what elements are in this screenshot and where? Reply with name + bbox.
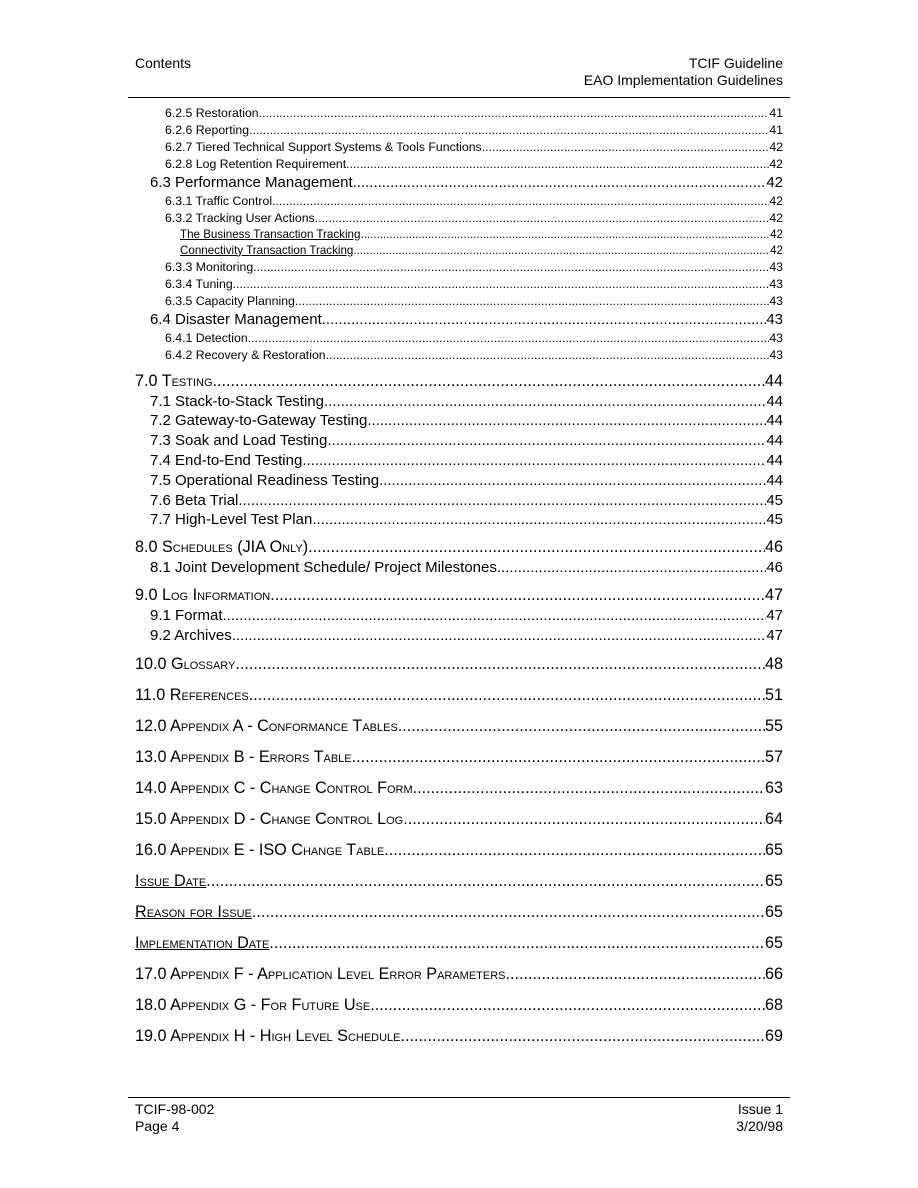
toc-entry[interactable] <box>135 193 783 210</box>
toc-entry-title: 6.3.1 Traffic Control <box>165 193 273 208</box>
toc-entry-page: 44 <box>766 471 783 489</box>
toc-dot-leader <box>403 809 765 830</box>
toc-dot-leader <box>233 276 770 293</box>
toc-entry-title: 13.0 Appendix B - Errors Table <box>135 747 352 766</box>
toc-entry-page: 69 <box>764 1026 783 1045</box>
toc-entry[interactable] <box>135 626 783 646</box>
toc-entry[interactable] <box>135 259 783 276</box>
header-subtitle: EAO Implementation Guidelines <box>583 72 783 88</box>
toc-entry[interactable] <box>135 685 783 706</box>
toc-entry-title: Issue Date <box>135 871 207 890</box>
toc-entry-page: 46 <box>766 559 783 577</box>
toc-dot-leader <box>248 330 770 347</box>
toc-entry[interactable] <box>135 139 783 156</box>
toc-entry-page: 47 <box>766 606 783 624</box>
toc-dot-leader <box>308 537 765 558</box>
toc-entry-title: 18.0 Appendix G - For Future Use <box>135 995 371 1014</box>
toc-entry[interactable] <box>135 995 783 1016</box>
toc-dot-leader <box>232 626 767 646</box>
toc-entry[interactable] <box>135 392 783 412</box>
toc-dot-leader <box>223 606 767 626</box>
toc-entry[interactable] <box>135 654 783 675</box>
toc-entry-page: 42 <box>766 174 783 191</box>
toc-dot-leader <box>506 964 765 985</box>
toc-dot-leader <box>322 310 767 330</box>
toc-entry[interactable] <box>135 411 783 431</box>
toc-dot-leader <box>370 995 765 1016</box>
toc-entry[interactable] <box>135 778 783 799</box>
toc-entry-title: 7.7 High-Level Test Plan <box>150 511 313 529</box>
toc-entry-page: 51 <box>764 685 783 704</box>
toc-entry[interactable] <box>135 537 783 558</box>
toc-entry[interactable] <box>135 510 783 530</box>
toc-entry-page: 43 <box>766 310 783 328</box>
toc-entry-title: 6.2.8 Log Retention Requirement <box>165 157 347 171</box>
toc-dot-leader <box>353 243 770 259</box>
toc-entry-title: 9.0 Log Information <box>135 585 271 604</box>
toc-dot-leader <box>353 173 767 193</box>
header-guideline-label: TCIF Guideline <box>688 55 783 71</box>
toc-dot-leader <box>235 654 765 675</box>
toc-entry-title: 8.1 Joint Development Schedule/ Project Milestones <box>150 559 497 577</box>
toc-entry-page: 43 <box>769 330 783 345</box>
toc-entry[interactable] <box>135 122 783 139</box>
toc-entry[interactable] <box>135 471 783 491</box>
toc-entry-page: 44 <box>764 371 783 390</box>
toc-entry[interactable] <box>135 871 783 892</box>
toc-dot-leader <box>269 933 765 954</box>
toc-dot-leader <box>413 778 765 799</box>
toc-entry[interactable] <box>135 809 783 830</box>
toc-entry-title: 8.0 Schedules (JIA Only) <box>135 538 309 557</box>
toc-entry-title: The Business Transaction Tracking <box>180 227 361 241</box>
footer-rule <box>128 1097 790 1098</box>
toc-dot-leader <box>206 871 765 892</box>
toc-dot-leader <box>295 293 769 310</box>
toc-entry[interactable] <box>135 227 783 243</box>
toc-dot-leader <box>384 840 765 861</box>
toc-entry-title: 6.4.2 Recovery & Restoration <box>165 347 326 362</box>
toc-entry-page: 44 <box>766 432 783 450</box>
toc-entry-page: 42 <box>769 193 783 208</box>
toc-dot-leader <box>252 902 765 923</box>
footer-left <box>135 1101 214 1135</box>
header-section-title: Contents <box>135 55 192 71</box>
toc-entry-page: 44 <box>766 412 783 430</box>
toc-entry-title: Connectivity Transaction Tracking <box>180 243 354 257</box>
toc-entry[interactable] <box>135 371 783 392</box>
toc-entry-page: 68 <box>764 995 783 1014</box>
toc-entry-page: 45 <box>766 491 783 509</box>
toc-entry-title: 14.0 Appendix C - Change Control Form <box>135 778 413 797</box>
toc-entry-page: 66 <box>764 964 783 983</box>
toc-entry[interactable] <box>135 747 783 768</box>
toc-entry-page: 42 <box>769 157 783 171</box>
toc-dot-leader <box>302 451 766 471</box>
toc-entry-page: 44 <box>766 451 783 469</box>
toc-entry[interactable] <box>135 347 783 364</box>
toc-entry-title: 6.4.1 Detection <box>165 330 248 345</box>
toc-entry-page: 41 <box>769 123 783 137</box>
toc-entry-title: 7.4 End-to-End Testing <box>150 451 303 469</box>
toc-entry-page: 43 <box>769 259 783 274</box>
toc-dot-leader <box>315 210 770 227</box>
toc-entry-page: 65 <box>764 933 783 952</box>
header-rule <box>128 97 790 98</box>
toc-entry-title: 6.3.5 Capacity Planning <box>165 293 295 308</box>
toc-entry-title: 7.6 Beta Trial <box>150 491 239 509</box>
toc-entry[interactable] <box>135 585 783 606</box>
toc-entry-page: 47 <box>764 585 783 604</box>
toc-dot-leader <box>253 259 769 276</box>
toc-entry[interactable] <box>135 451 783 471</box>
toc-entry-title: 7.5 Operational Readiness Testing <box>150 471 380 489</box>
toc-entry-title: 6.3.2 Tracking User Actions <box>165 210 315 225</box>
footer-issue: Issue 1 <box>737 1101 783 1117</box>
toc-entry-title: Reason for Issue <box>135 902 252 921</box>
toc-entry-page: 63 <box>764 778 783 797</box>
table-of-contents <box>135 105 783 1047</box>
toc-entry-title: Implementation Date <box>135 933 270 952</box>
toc-dot-leader <box>270 585 765 606</box>
toc-entry-title: 6.3.3 Monitoring <box>165 259 254 274</box>
toc-entry-title: 15.0 Appendix D - Change Control Log <box>135 809 404 828</box>
toc-dot-leader <box>497 558 766 578</box>
toc-entry-page: 65 <box>764 840 783 859</box>
footer-page-number: Page 4 <box>135 1118 180 1134</box>
toc-entry-title: 19.0 Appendix H - High Level Schedule <box>135 1026 401 1045</box>
toc-dot-leader <box>272 193 769 210</box>
toc-entry-page: 64 <box>764 809 783 828</box>
toc-entry[interactable] <box>135 840 783 861</box>
toc-entry-title: 7.0 Testing <box>135 371 213 390</box>
toc-entry-page: 48 <box>764 654 783 673</box>
toc-dot-leader <box>367 411 766 431</box>
toc-entry[interactable] <box>135 243 783 259</box>
toc-entry-page: 55 <box>764 716 783 735</box>
toc-dot-leader <box>259 105 770 122</box>
toc-entry-page: 46 <box>764 538 783 557</box>
toc-dot-leader <box>327 431 766 451</box>
toc-dot-leader <box>401 1026 765 1047</box>
toc-entry-page: 65 <box>764 871 783 890</box>
toc-entry-title: 9.2 Archives <box>150 626 232 644</box>
toc-entry-page: 42 <box>770 227 783 241</box>
toc-entry-title: 11.0 References <box>135 685 249 704</box>
toc-entry-page: 47 <box>766 626 783 644</box>
toc-entry-title: 7.2 Gateway-to-Gateway Testing <box>150 412 368 430</box>
toc-entry[interactable] <box>135 173 783 193</box>
toc-entry[interactable] <box>135 716 783 737</box>
toc-entry-title: 6.2.6 Reporting <box>165 123 250 137</box>
toc-entry[interactable] <box>135 310 783 330</box>
toc-dot-leader <box>312 510 766 530</box>
toc-entry[interactable] <box>135 210 783 227</box>
toc-dot-leader <box>482 139 770 156</box>
toc-dot-leader <box>398 716 765 737</box>
toc-entry[interactable] <box>135 156 783 173</box>
toc-entry[interactable] <box>135 902 783 923</box>
toc-entry-page: 43 <box>769 276 783 291</box>
footer-doc-id: TCIF-98-002 <box>135 1101 215 1117</box>
toc-dot-leader <box>326 347 770 364</box>
toc-entry[interactable] <box>135 330 783 347</box>
footer-date: 3/20/98 <box>736 1118 783 1134</box>
toc-entry-title: 6.2.5 Restoration <box>165 106 259 120</box>
toc-entry-page: 42 <box>770 243 783 257</box>
toc-dot-leader <box>352 747 765 768</box>
toc-dot-leader <box>213 371 765 392</box>
toc-entry[interactable] <box>135 964 783 985</box>
toc-entry-page: 41 <box>769 106 783 120</box>
toc-dot-leader <box>346 156 769 173</box>
toc-entry-page: 65 <box>764 902 783 921</box>
toc-entry-page: 57 <box>764 747 783 766</box>
toc-entry-title: 6.3 Performance Management <box>150 174 353 191</box>
toc-entry-title: 7.1 Stack-to-Stack Testing <box>150 392 324 410</box>
toc-entry[interactable] <box>135 105 783 122</box>
toc-entry[interactable] <box>135 558 783 578</box>
toc-entry[interactable] <box>135 606 783 626</box>
toc-entry-page: 43 <box>769 293 783 308</box>
toc-entry-title: 6.3.4 Tuning <box>165 276 233 291</box>
header-document-title <box>584 55 783 89</box>
toc-entry[interactable] <box>135 431 783 451</box>
toc-dot-leader <box>324 392 766 412</box>
toc-entry-title: 10.0 Glossary <box>135 654 236 673</box>
toc-entry-title: 12.0 Appendix A - Conformance Tables <box>135 716 398 735</box>
toc-entry-page: 42 <box>769 140 783 154</box>
toc-dot-leader <box>379 471 766 491</box>
toc-entry[interactable] <box>135 293 783 310</box>
toc-entry-title: 9.1 Format <box>150 606 223 624</box>
toc-dot-leader <box>249 685 765 706</box>
toc-entry-title: 7.3 Soak and Load Testing <box>150 432 328 450</box>
toc-entry-page: 44 <box>766 392 783 410</box>
toc-entry[interactable] <box>135 276 783 293</box>
toc-entry-page: 43 <box>769 347 783 362</box>
toc-dot-leader <box>360 227 770 243</box>
footer-right <box>736 1101 783 1135</box>
toc-entry[interactable] <box>135 491 783 511</box>
toc-dot-leader <box>249 122 769 139</box>
toc-entry-title: 6.2.7 Tiered Technical Support Systems & Tools Functions <box>165 140 482 154</box>
toc-entry-page: 42 <box>769 210 783 225</box>
toc-entry-title: 17.0 Appendix F - Application Level Error Parameters <box>135 964 506 983</box>
toc-entry-title: 6.4 Disaster Management <box>150 310 322 328</box>
toc-entry[interactable] <box>135 933 783 954</box>
toc-dot-leader <box>238 491 766 511</box>
toc-entry[interactable] <box>135 1026 783 1047</box>
toc-entry-page: 45 <box>766 511 783 529</box>
toc-entry-title: 16.0 Appendix E - ISO Change Table <box>135 840 385 859</box>
